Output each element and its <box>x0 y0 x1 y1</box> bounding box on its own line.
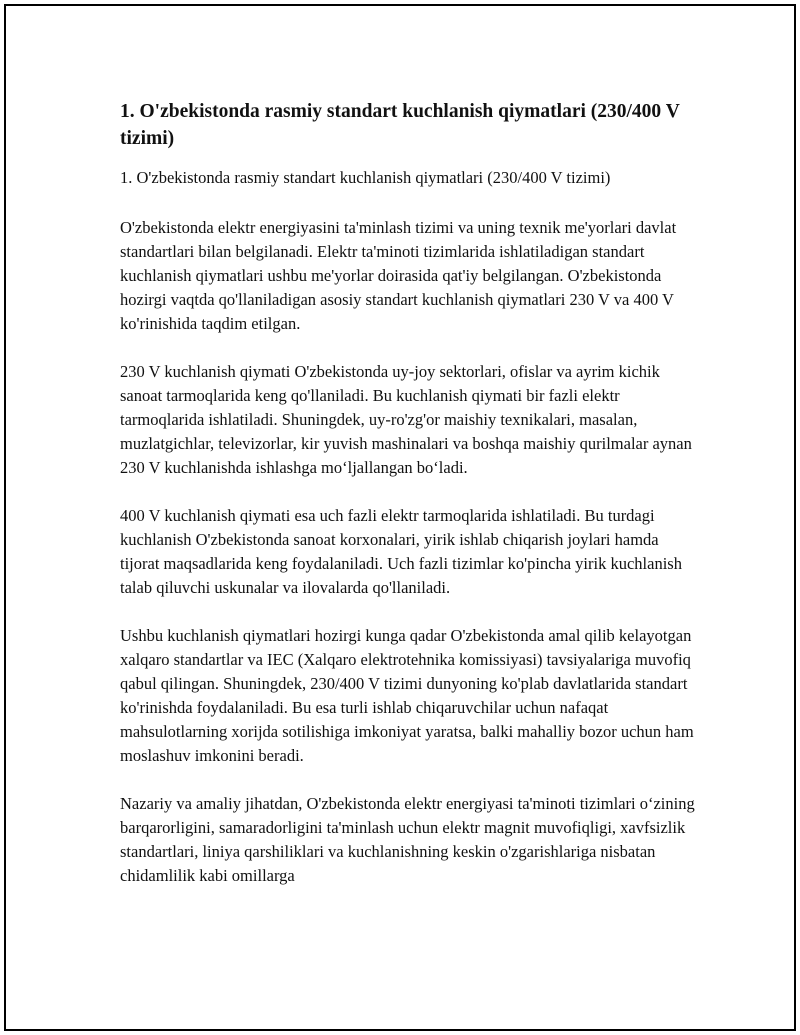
document-page <box>4 4 796 1031</box>
section-subheading: 1. O'zbekistonda rasmiy standart kuchlanish qiymatlari (230/400 V tizimi) <box>120 168 611 187</box>
paragraph-5: Nazariy va amaliy jihatdan, O'zbekistonda elektr energiyasi ta'minoti tizimlari o‘zining barqarorligini, samaradorligini ta'minlash uchun elektr magnit muvofiqligi, xavfsizlik standartlari, liniya qarshiliklari va kuchlanishning keskin o'zgarishlariga nisbatan chidamlilik kabi omillarga <box>120 794 695 885</box>
paragraph-3: 400 V kuchlanish qiymati esa uch fazli elektr tarmoqlarida ishlatiladi. Bu turdagi kuchlanish O'zbekistonda sanoat korxonalari, yirik ishlab chiqarish joylari hamda tijorat maqsadlarida keng foydalaniladi. Uch fazli tizimlar ko'pincha yirik kuchlanish talab qiluvchi uskunalar va ilovalarda qo'llaniladi. <box>120 506 682 597</box>
paragraph-4: Ushbu kuchlanish qiymatlari hozirgi kunga qadar O'zbekistonda amal qilib kelayotgan xalqaro standartlar va IEC (Xalqaro elektrotehnika komissiyasi) tavsiyalariga muvofiq qabul qilingan. Shuningdek, 230/400 V tizimi dunyoning ko'plab davlatlarida standart ko'rinishda foydalaniladi. Bu esa turli ishlab chiqaruvchilar uchun nafaqat mahsulotlarning xorijda sotilishiga imkoniyat yaratsa, balki mahalliy bozor uchun ham moslashuv imkonini beradi. <box>120 626 694 765</box>
paragraph-2: 230 V kuchlanish qiymati O'zbekistonda uy-joy sektorlari, ofislar va ayrim kichik sanoat tarmoqlarida keng qo'llaniladi. Bu kuchlanish qiymati bir fazli elektr tarmoqlarida ishlatiladi. Shuningdek, uy-ro'zg'or maishiy texnikalari, masalan, muzlatgichlar, televizorlar, kir yuvish mashinalari va boshqa maishiy qurilmalar aynan 230 V kuchlanishda ishlashga mo‘ljallangan bo‘ladi. <box>120 362 692 477</box>
document-body <box>120 98 700 912</box>
section-heading: 1. O'zbekistonda rasmiy standart kuchlanish qiymatlari (230/400 V tizimi) <box>120 101 680 149</box>
paragraph-1: O'zbekistonda elektr energiyasini ta'minlash tizimi va uning texnik me'yorlari davlat standartlari bilan belgilanadi. Elektr ta'minoti tizimlarida ishlatiladigan standart kuchlanish qiymatlari ushbu me'yorlar doirasida qat'iy belgilangan. O'zbekistonda hozirgi vaqtda qo'llaniladigan asosiy standart kuchlanish qiymatlari 230 V va 400 V ko'rinishida taqdim etilgan. <box>120 218 677 333</box>
